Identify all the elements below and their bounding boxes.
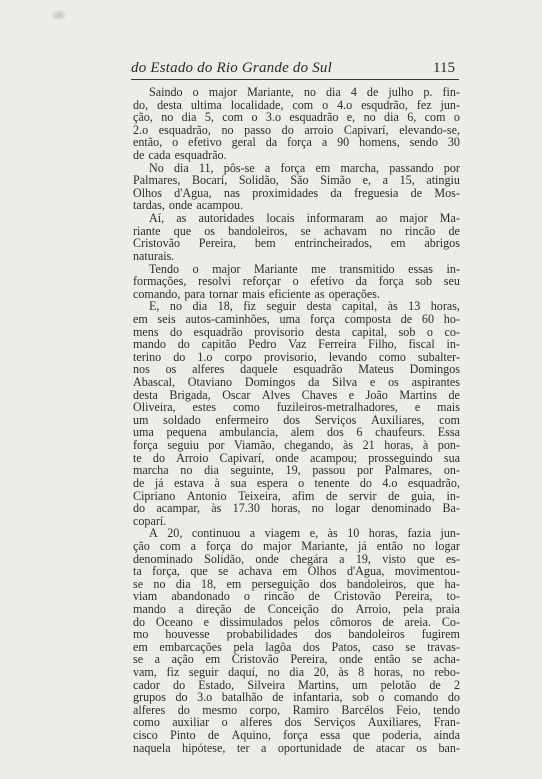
running-head: do Estado do Rio Grande do Sul <box>131 60 332 76</box>
text-line: de já estava à sua espera o tenente do 4.o esquadrão, <box>133 475 460 490</box>
text-line: mens do esquadrão provisorio desta capital, sob o co- <box>133 324 460 339</box>
text-line: mando a direção de Conceição do Arroio, pela praia <box>133 601 460 616</box>
text-line: Palmares, Bocarí, Solidão, São Simão e, a 15, atingiu <box>133 173 460 188</box>
text-line: cisco Pinto de Aquino, força essa que poderia, ainda <box>133 728 460 743</box>
text-line: em seis autos-caminhões, uma força composta de 60 ho- <box>133 311 460 326</box>
page-header <box>131 55 459 85</box>
text-line: um soldado enfermeiro dos Serviços Auxiliares, com <box>133 412 460 427</box>
text-line: se no dia 18, em perseguição dos bandoleiros, que ha- <box>133 576 460 591</box>
text-line: naquela hipótese, ter a oportunidade de atacar os ban- <box>133 740 460 755</box>
text-line: te do Arroio Capivarí, onde acampou; prosseguindo sua <box>133 450 460 465</box>
page-number: 115 <box>433 60 455 76</box>
text-line: Abascal, Otaviano Domingos da Silva e os aspirantes <box>133 375 460 390</box>
text-line: Olhos d'Agua, nas proximidades da freguesia de Mos- <box>133 185 460 200</box>
header-rule <box>131 79 459 80</box>
text-line: comando, para tornar mais eficiente as operações. <box>133 286 380 301</box>
text-line: do Oceano e dissimulados pelos cômoros de areia. Co- <box>133 614 460 629</box>
text-line: ta força, que se achava em Olhos d'Agua, movimentou- <box>133 564 460 579</box>
text-line: A 20, continuou a viagem e, às 10 horas, fazia jun- <box>149 526 460 541</box>
text-line: tardas, onde acampou. <box>133 198 244 213</box>
text-line: força seguiu por Viamão, chegando, às 21 horas, à pon- <box>133 438 460 453</box>
text-line: Aí, as autoridades locais informaram ao major Ma- <box>149 211 460 226</box>
body-text <box>133 86 460 754</box>
text-line: viam abandonado o rincão de Cristovão Pereira, to- <box>133 589 460 604</box>
paper-stain <box>52 10 66 20</box>
text-line: em embarcações pela lagôa dos Patos, caso se travas- <box>133 639 460 654</box>
text-line: de cada esquadrão. <box>133 148 227 163</box>
text-line: coparí. <box>133 513 167 528</box>
text-line: E, no dia 18, fiz seguir desta capital, às 13 horas, <box>149 299 460 314</box>
text-line: então, o efetivo geral da força a 90 homens, sendo 30 <box>133 135 460 150</box>
text-line: mo houvesse probabilidades dos bandoleiros fugirem <box>133 627 460 642</box>
text-line: grupos do 3.o batalhão de infantaria, sob o comando do <box>133 690 460 705</box>
text-line: do, desta ultima localidade, com o 4.o esqudrão, fez jun- <box>133 97 460 112</box>
text-line: Saindo o major Mariante, no dia 4 de julho p. fin- <box>149 85 460 99</box>
text-line: alferes do mesmo corpo, Ramiro Barcélos Feio, tendo <box>133 702 460 717</box>
text-line: mando do capitão Pedro Vaz Ferreira Filho, fiscal in- <box>133 337 460 352</box>
text-line: No dia 11, pôs-se a força em marcha, passando por <box>149 160 460 175</box>
text-line: nos os alferes daquele esquadrão Mateus Domingos <box>133 362 460 377</box>
text-line: riante que os bandoleiros, se achavam no rincão de <box>133 223 460 238</box>
text-line: Tendo o major Mariante me transmitido essas in- <box>149 261 460 276</box>
text-line: vam, fiz seguir daquí, no dia 20, às 8 horas, no rebo- <box>133 665 460 680</box>
text-line: Cipriano Antonio Teixeira, afim de servir de guia, in- <box>133 488 460 503</box>
text-line: terino do 1.o corpo provisorio, levando como subalter- <box>133 349 460 364</box>
text-line: Cristovão Pereira, bem entrincheirados, em abrigos <box>133 236 460 251</box>
text-line: cador do Estado, Silveira Martins, um pelotão de 2 <box>133 677 460 692</box>
text-line: denominado Solidão, onde chegára a 19, visto que es- <box>133 551 460 566</box>
text-line: uma pequena ambulancia, alem dos 6 chaufeurs. Essa <box>133 425 460 440</box>
text-line: ção com a força do major Mariante, já então no logar <box>133 538 460 553</box>
text-line: se a ação em Cristovão Pereira, onde então se acha- <box>133 652 460 667</box>
text-line: Oliveira, estes como fuzileiros-metralhadores, e mais <box>133 400 460 415</box>
text-line: como auxiliar o alferes dos Serviços Auxiliares, Fran- <box>133 715 460 730</box>
text-line: 2.o esquadrão, no passo do arroio Capivarí, elevando-se, <box>133 122 460 137</box>
text-line: desta Brigada, Oscar Alves Chaves e João Martins de <box>133 387 460 402</box>
text-line: ção, no dia 5, com o 3.o esquadrão e, no dia 6, com o <box>133 110 460 125</box>
text-line: naturais. <box>133 248 175 263</box>
text-line: marcha no dia seguinte, 19, passou por Palmares, on- <box>133 463 460 478</box>
text-line: do acampar, às 17.30 horas, no logar denominado Ba- <box>133 501 460 516</box>
text-line: formações, resolvi reforçar o efetivo da força sob seu <box>133 274 460 289</box>
